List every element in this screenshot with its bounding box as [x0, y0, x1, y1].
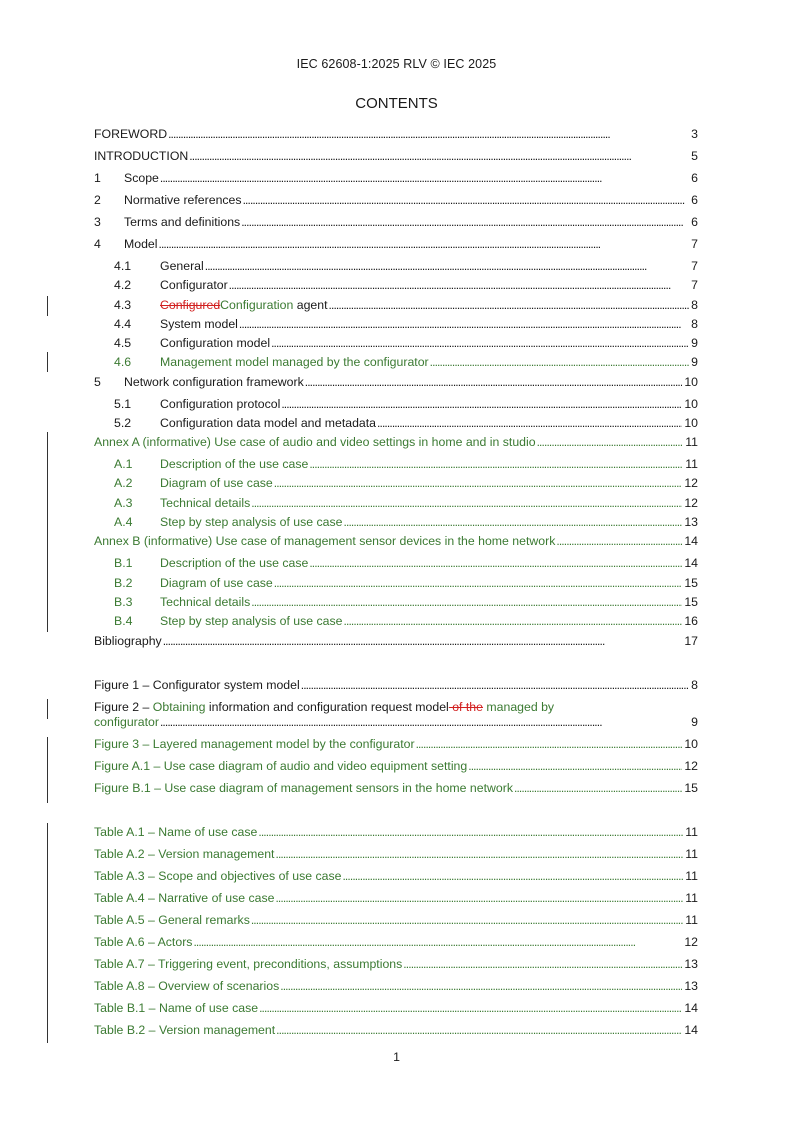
- toc-entry-page: 9: [691, 355, 698, 369]
- toc-entry-number: B.3: [114, 595, 133, 609]
- table-entry-page: 11: [685, 891, 698, 905]
- toc-entry[interactable]: [114, 556, 698, 572]
- toc-entry-number: 4.4: [114, 317, 132, 331]
- toc-entry-annex-b[interactable]: [94, 534, 698, 550]
- change-bar: [47, 823, 48, 1043]
- toc-entry-page: 10: [684, 375, 698, 389]
- toc-entry-page: 15: [684, 595, 698, 609]
- toc-entry[interactable]: [114, 298, 698, 314]
- table-entry-page: 13: [684, 957, 698, 971]
- change-bar: [47, 737, 48, 803]
- toc-entry-page: 3: [691, 127, 698, 141]
- table-entry-label: Table A.3 – Scope and objectives of use case: [94, 869, 342, 883]
- table-entry-page: 14: [684, 1001, 698, 1015]
- figure-entry-page: 12: [684, 759, 698, 773]
- toc-entry-page: 13: [684, 515, 698, 529]
- toc-entry-page: 12: [684, 476, 698, 490]
- toc-entry[interactable]: [94, 375, 698, 391]
- page-title: CONTENTS: [355, 95, 438, 112]
- toc-entry-label: Model: [124, 237, 158, 251]
- toc-entry-label: Configuration model: [160, 336, 271, 350]
- toc-entry[interactable]: [114, 595, 698, 611]
- toc-entry-label: General: [160, 259, 204, 273]
- toc-entry-number: A.2: [114, 476, 133, 490]
- toc-entry-annex-a[interactable]: [94, 435, 698, 451]
- toc-entry-label: Configurator: [160, 278, 228, 292]
- table-entry-label: Table A.8 – Overview of scenarios: [94, 979, 280, 993]
- toc-entry-label: Diagram of use case: [160, 476, 273, 490]
- figure-entry-label-part: Figure 2 –: [94, 700, 153, 714]
- toc-entry-label: Technical details: [160, 595, 251, 609]
- toc-entry-page: 9: [691, 336, 698, 350]
- toc-entry-page: 14: [684, 556, 698, 570]
- toc-entry-page: 14: [684, 534, 698, 548]
- toc-entry-label: Scope: [124, 171, 159, 185]
- toc-entry-label: System model: [160, 317, 238, 331]
- toc-entry-page: 6: [691, 193, 698, 207]
- toc-entry-number: A.4: [114, 515, 133, 529]
- toc-entry-label: Annex B (informative) Use case of management sensor devices in the home network: [94, 534, 556, 548]
- toc-entry-label: Description of the use case: [160, 556, 309, 570]
- list-of-tables-entry[interactable]: [94, 957, 698, 973]
- toc-entry-label: Annex A (informative) Use case of audio and video settings in home and in studio: [94, 435, 536, 449]
- toc-entry[interactable]: [114, 496, 698, 512]
- inserted-text: configurator: [94, 715, 159, 729]
- toc-entry-label: Management model managed by the configurator: [160, 355, 429, 369]
- toc-entry-page: 11: [685, 457, 698, 471]
- list-of-figures-entry[interactable]: [94, 700, 698, 729]
- figure-entry-label-part: information and configuration request model: [205, 700, 449, 714]
- figure-entry-page: 8: [691, 678, 698, 692]
- list-of-tables-entry[interactable]: [94, 935, 698, 951]
- table-entry-label: Table A.1 – Name of use case: [94, 825, 258, 839]
- table-entry-label: Table A.6 – Actors: [94, 935, 193, 949]
- figure-entry-page: 15: [684, 781, 698, 795]
- inserted-text: managed by: [482, 700, 555, 714]
- toc-entry[interactable]: [114, 259, 698, 275]
- toc-entry-page: 10: [684, 416, 698, 430]
- table-entry-page: 12: [684, 935, 698, 949]
- table-entry-page: 14: [684, 1023, 698, 1037]
- figure-entry-page: 10: [684, 737, 698, 751]
- toc-entry[interactable]: [94, 237, 698, 253]
- toc-entry-label: FOREWORD: [94, 127, 168, 141]
- toc-entry-label: Configuration protocol: [160, 397, 281, 411]
- toc-entry-number: 5.1: [114, 397, 132, 411]
- toc-entry-number: A.3: [114, 496, 133, 510]
- toc-entry-page: 6: [691, 171, 698, 185]
- toc-entry-page: 6: [691, 215, 698, 229]
- toc-entry-page: 7: [691, 278, 698, 292]
- inserted-text: Obtaining: [152, 700, 206, 714]
- toc-entry-number: 4: [94, 237, 101, 251]
- table-entry-page: 11: [685, 825, 698, 839]
- toc-entry-number: B.4: [114, 614, 133, 628]
- toc-entry-page: 11: [685, 435, 698, 449]
- toc-entry[interactable]: [114, 278, 698, 294]
- toc-entry-number: 4.2: [114, 278, 132, 292]
- toc-entry-label: Terms and definitions: [124, 215, 241, 229]
- deleted-text: of the: [448, 700, 483, 714]
- toc-entry-bibliography[interactable]: [94, 634, 698, 650]
- figure-entry-label: Figure 1 – Configurator system model: [94, 678, 300, 692]
- toc-entry-number: B.2: [114, 576, 133, 590]
- figure-entry-label: Figure 3 – Layered management model by the configurator: [94, 737, 415, 751]
- table-entry-label: Table A.5 – General remarks: [94, 913, 250, 927]
- toc-entry-label: Bibliography: [94, 634, 162, 648]
- figure-entry-label: Figure B.1 – Use case diagram of management sensors in the home network: [94, 781, 513, 795]
- table-entry-label: Table B.2 – Version management: [94, 1023, 276, 1037]
- table-entry-page: 11: [685, 913, 698, 927]
- table-entry-page: 11: [685, 847, 698, 861]
- toc-entry-label: Configuration data model and metadata: [160, 416, 377, 430]
- toc-entry-label-rest: agent: [293, 298, 328, 312]
- toc-entry[interactable]: [114, 336, 698, 352]
- toc-entry-page: 7: [691, 259, 698, 273]
- table-entry-label: Table A.4 – Narrative of use case: [94, 891, 275, 905]
- toc-entry-page: 8: [691, 298, 698, 312]
- toc-entry[interactable]: [94, 171, 698, 187]
- toc-entry-label: INTRODUCTION: [94, 149, 189, 163]
- list-of-tables-entry[interactable]: [94, 847, 698, 863]
- list-of-tables-entry[interactable]: [94, 979, 698, 995]
- page-header: IEC 62608-1:2025 RLV © IEC 2025: [296, 57, 497, 71]
- toc-entry[interactable]: [94, 127, 698, 143]
- list-of-figures-entry[interactable]: [94, 781, 698, 797]
- toc-entry-page: 7: [691, 237, 698, 251]
- toc-entry-number: 4.5: [114, 336, 132, 350]
- table-entry-label: Table A.2 – Version management: [94, 847, 275, 861]
- list-of-tables-entry[interactable]: [94, 825, 698, 841]
- list-of-figures-entry[interactable]: [94, 759, 698, 775]
- change-bar: [47, 352, 48, 372]
- toc-entry-number: 5.2: [114, 416, 132, 430]
- toc-entry-number: 3: [94, 215, 101, 229]
- toc-entry[interactable]: [114, 457, 698, 473]
- toc-entry-number: 4.1: [114, 259, 132, 273]
- toc-entry[interactable]: [114, 614, 698, 630]
- toc-entry[interactable]: [114, 355, 698, 371]
- list-of-figures-entry[interactable]: [94, 678, 698, 694]
- toc-entry-label: Normative references: [124, 193, 242, 207]
- list-of-tables-entry[interactable]: [94, 891, 698, 907]
- toc-entry-page: 17: [684, 634, 698, 648]
- table-entry-label: Table B.1 – Name of use case: [94, 1001, 259, 1015]
- toc-entry[interactable]: [114, 576, 698, 592]
- list-of-figures-entry[interactable]: [94, 737, 698, 753]
- toc-entry[interactable]: [114, 515, 698, 531]
- list-of-tables-entry[interactable]: [94, 1001, 698, 1017]
- toc-entry-page: 5: [691, 149, 698, 163]
- toc-entry-number: 1: [94, 171, 101, 185]
- figure-entry-label-line2: [94, 715, 698, 729]
- toc-entry-label: Technical details: [160, 496, 251, 510]
- page-number: 1: [393, 1050, 400, 1064]
- toc-entry-label: Step by step analysis of use case: [160, 515, 343, 529]
- toc-entry[interactable]: [94, 193, 698, 209]
- list-of-tables-entry[interactable]: [94, 913, 698, 929]
- toc-entry-number: 2: [94, 193, 101, 207]
- list-of-tables-entry[interactable]: [94, 869, 698, 885]
- toc-entry-page: 10: [684, 397, 698, 411]
- toc-entry-number: B.1: [114, 556, 133, 570]
- toc-entry-page: 15: [684, 576, 698, 590]
- table-entry-page: 13: [684, 979, 698, 993]
- toc-entry[interactable]: [114, 397, 698, 413]
- toc-entry[interactable]: [114, 416, 698, 432]
- toc-entry-label: [160, 298, 328, 312]
- toc-entry-label: Diagram of use case: [160, 576, 273, 590]
- change-bar: [47, 432, 48, 632]
- figure-entry-label: Figure A.1 – Use case diagram of audio and video equipment setting: [94, 759, 468, 773]
- figure-entry-page: 9: [691, 715, 698, 729]
- toc-entry-number: 4.3: [114, 298, 132, 312]
- toc-entry[interactable]: [114, 476, 698, 492]
- toc-entry[interactable]: [94, 149, 698, 165]
- table-entry-page: 11: [685, 869, 698, 883]
- table-entry-label: Table A.7 – Triggering event, preconditions, assumptions: [94, 957, 403, 971]
- toc-entry-page: 16: [684, 614, 698, 628]
- figure-entry-label-line1: [94, 700, 698, 714]
- toc-entry-page: 12: [684, 496, 698, 510]
- toc-entry[interactable]: [114, 317, 698, 333]
- toc-entry-label: Step by step analysis of use case: [160, 614, 343, 628]
- inserted-text: Configuration: [220, 298, 294, 312]
- toc-entry-label: Network configuration framework: [124, 375, 304, 389]
- toc-entry[interactable]: [94, 215, 698, 231]
- toc-entry-label: Description of the use case: [160, 457, 309, 471]
- toc-entry-number: A.1: [114, 457, 133, 471]
- toc-entry-number: 5: [94, 375, 101, 389]
- toc-entry-number: 4.6: [114, 355, 132, 369]
- deleted-text: Configured: [160, 298, 221, 312]
- change-bar: [47, 699, 48, 719]
- change-bar: [47, 296, 48, 316]
- toc-entry-page: 8: [691, 317, 698, 331]
- list-of-tables-entry[interactable]: [94, 1023, 698, 1039]
